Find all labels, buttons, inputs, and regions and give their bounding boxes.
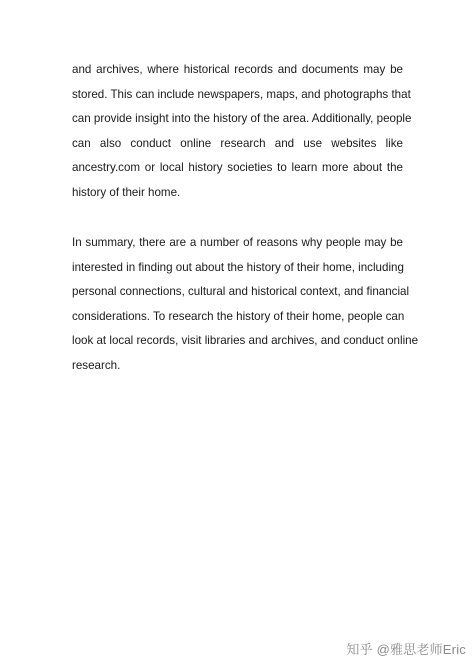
paragraph-line: and archives, where historical records and documents may be: [72, 63, 403, 76]
paragraph-line: ancestry.com or local history societies to learn more about the: [72, 161, 403, 175]
paragraph-summary: [72, 231, 419, 379]
watermark-text: 知乎 @雅思老师Eric: [346, 642, 466, 657]
paragraph-line: history of their home.: [72, 185, 181, 199]
paragraph-line: look at local records, visit libraries and archives, and conduct online: [72, 334, 419, 348]
paragraph-line: interested in finding out about the history of their home, including: [72, 260, 404, 274]
paragraph-line: can also conduct online research and use websites like: [72, 136, 403, 150]
paragraph-line: personal connections, cultural and historical context, and financial: [72, 285, 410, 299]
paragraph-line: stored. This can include newspapers, maps, and photographs that: [72, 87, 411, 101]
paragraph-line: In summary, there are a number of reasons why people may be: [72, 236, 403, 249]
paragraph-line: research.: [72, 358, 121, 372]
paragraph-line: considerations. To research the history of their home, people can: [72, 309, 405, 323]
paragraph-line: can provide insight into the history of the area. Additionally, people: [72, 112, 412, 126]
paragraph-archives: [72, 58, 412, 206]
